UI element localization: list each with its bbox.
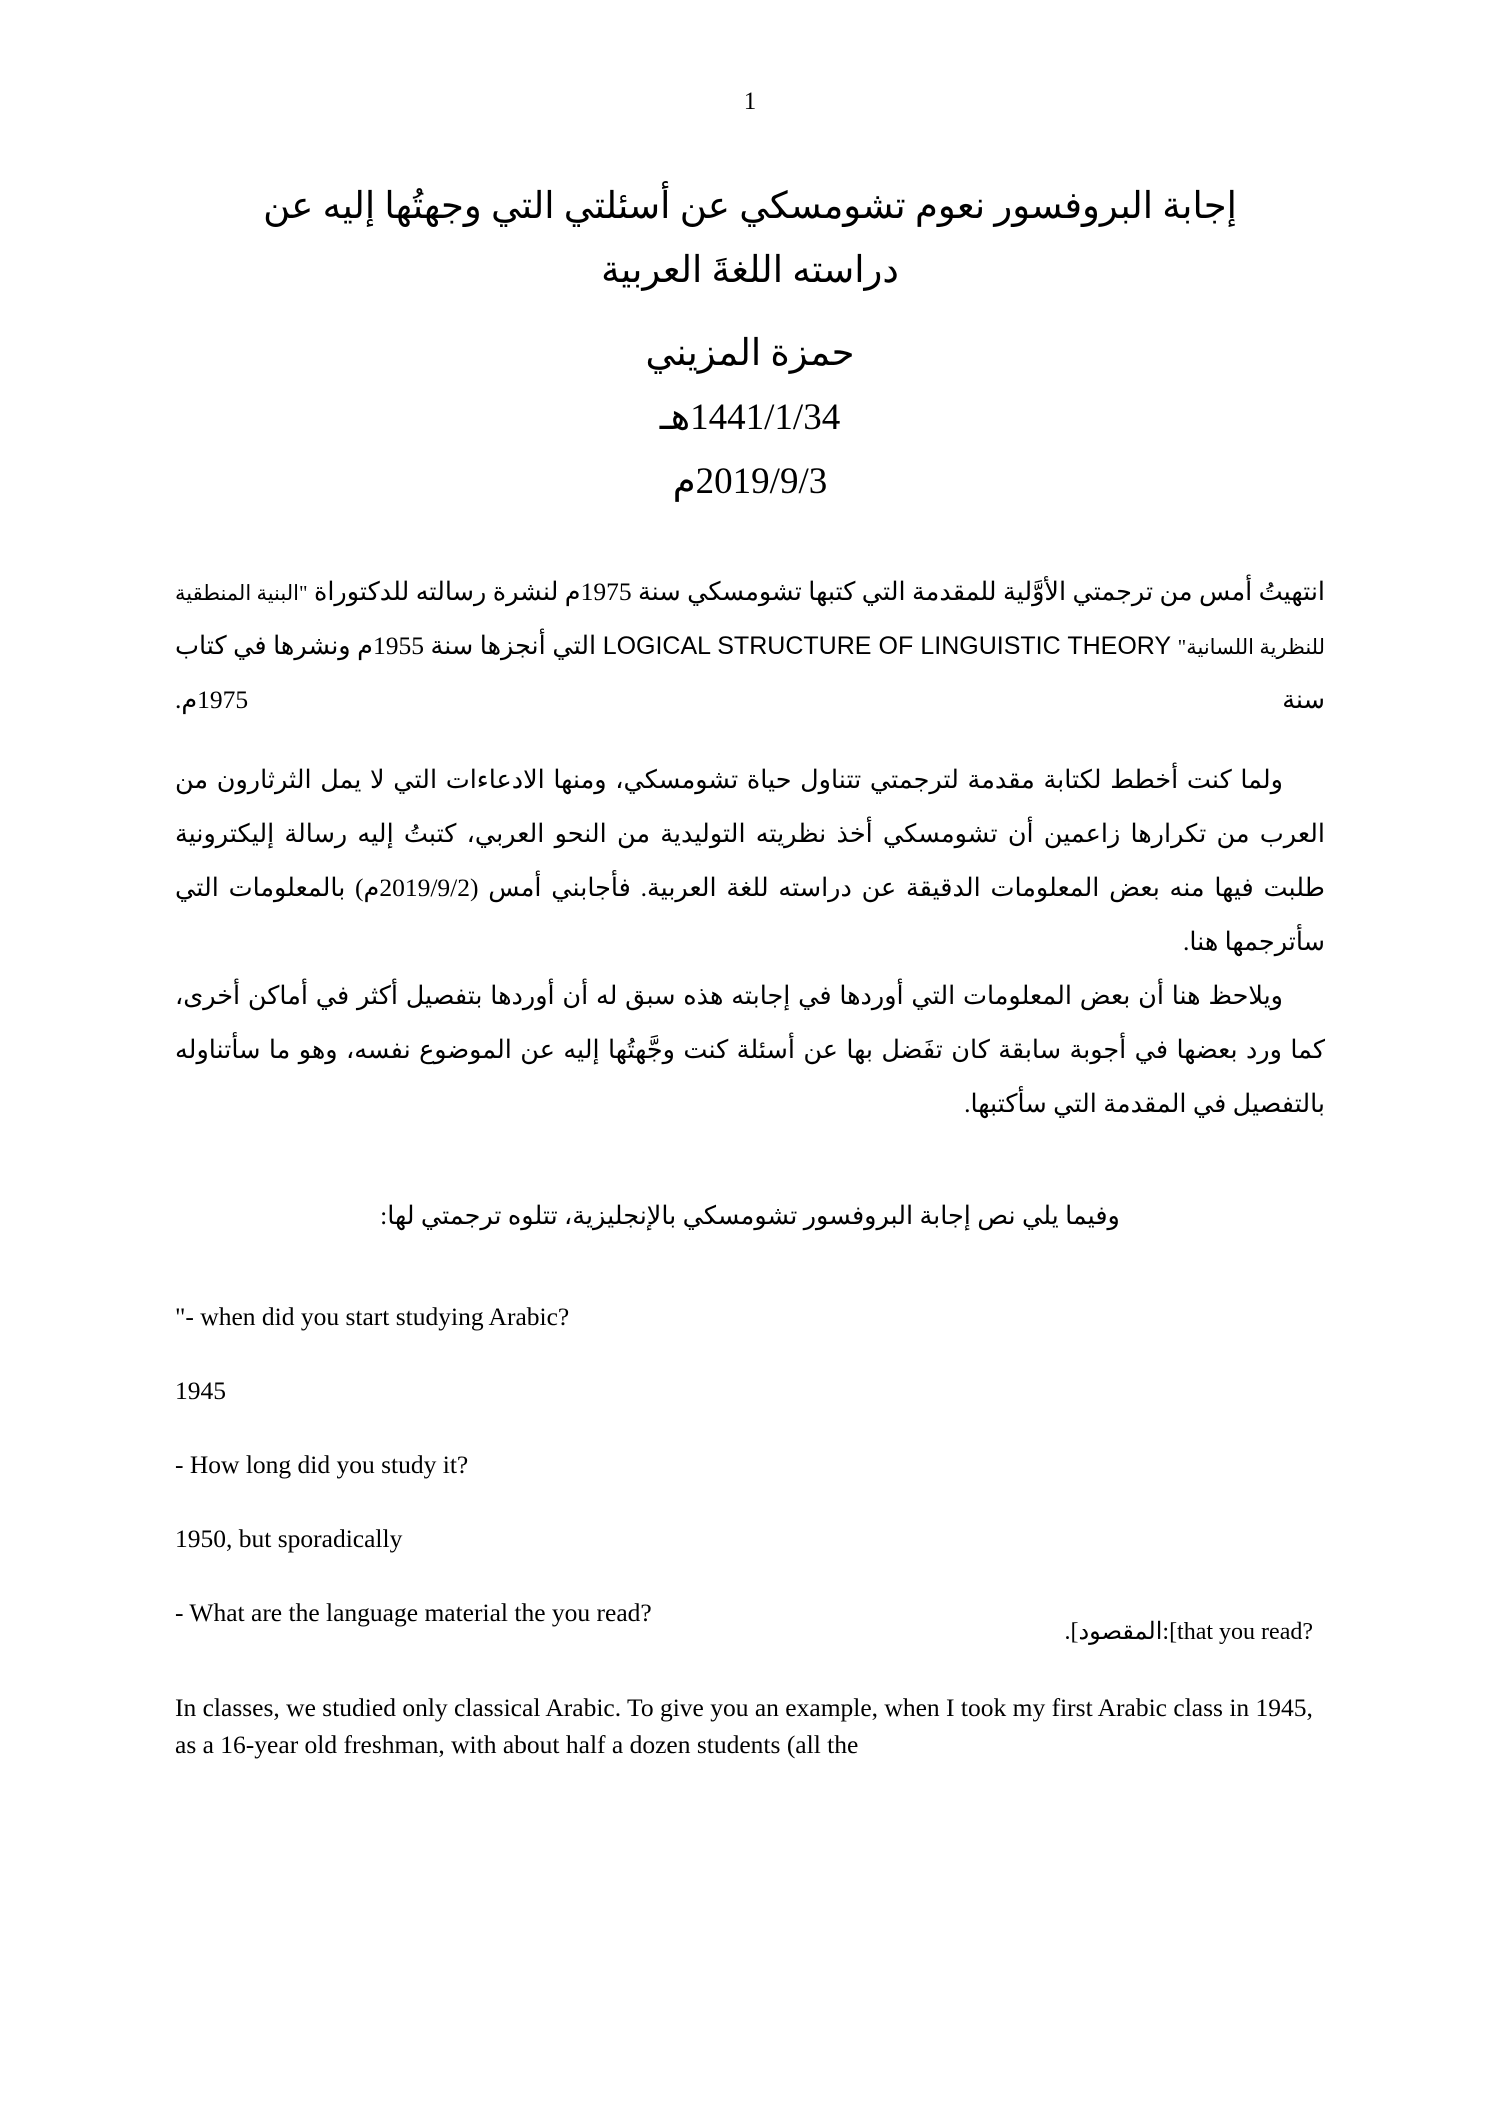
document-title-line-2: دراسته اللغةَ العربية [601, 249, 899, 291]
document-author: حمزة المزيني [645, 333, 855, 375]
paragraph-1-english-title: LOGICAL STRUCTURE OF LINGUISTIC THEORY [602, 632, 1172, 661]
paragraph-3: ويلاحظ هنا أن بعض المعلومات التي أوردها في إجابته هذه سبق له أن أوردها بتفصيل أكثر في أماكن أخرى، كما ورد بعضها في أجوبة سابقة كان تفَضل بها عن أسئلة كنت وجَّهتُها إليه عن الموضوع نفسه، وهو ما سأتناوله بالتفصيل في المقدمة التي سأكتبها. [175, 980, 1325, 1119]
document-content [175, 175, 1325, 1790]
paragraph-1-quoted-title-ar: "البنية المنطقية للنظرية اللسانية" [175, 581, 1326, 660]
paragraph-1 [175, 565, 1325, 727]
date-hijri: 1441/1/34هـ [659, 396, 841, 438]
paragraph-1-part-3: أنجزها سنة 1955م ونشرها في كتاب سنة 1975م. [175, 631, 1325, 715]
qa-block [175, 1299, 1325, 1632]
qa-line: 1945 [175, 1375, 226, 1405]
body-section [175, 565, 1325, 1764]
document-title-line-1: إجابة البروفسور نعوم تشومسكي عن أسئلتي التي وجهتُها إليه عن [263, 186, 1237, 227]
paragraph-1-part-2-tail: التي [552, 631, 597, 661]
date-gregorian: 2019/9/3م [672, 460, 828, 502]
paragraph-4-intro-note: وفيما يلي نص إجابة البروفسور تشومسكي بالإنجليزية، تتلوه ترجمتي لها: [380, 1201, 1120, 1231]
qa-line: 1950, but sporadically [175, 1523, 403, 1553]
paragraph-2: ولما كنت أخطط لكتابة مقدمة لترجمتي تتناول حياة تشومسكي، ومنها الادعاءات التي لا يمل الثرثارون من العرب من تكرارها زاعمين أن تشومسكي أخذ نظريته التوليدية من النحو العربي، كتبتُ إليه رسالة إليكترونية طلبت فيها منه بعض المعلومات الدقيقة عن دراسته للغة العربية. فأجابني أمس (2019/9/2م) بالمعلومات التي سأترجمها هنا. [175, 764, 1325, 956]
paragraph-1-part-1: انتهيتُ أمس من ترجمتي الأوَّلية للمقدمة التي كتبها تشومسكي سنة 1975م لنشرة رسالته للدكتوراة [313, 577, 1326, 607]
translator-bracket-note-ltr: [that you read? [1169, 1619, 1313, 1646]
page-number: 1 [743, 88, 757, 115]
qa-line: "- when did you start studying Arabic? [175, 1301, 570, 1331]
translator-bracket-note-ar: :المقصود]. [1064, 1619, 1170, 1646]
title-block [175, 175, 1325, 513]
qa-line: - How long did you study it? [175, 1449, 469, 1479]
final-paragraph: In classes, we studied only classical Arabic. To give you an example, when I took my first Arabic class in 1945, as a 16-year old freshman, with about half a dozen students (all the [175, 1693, 1313, 1760]
qa-line: - What are the language material the you read? [175, 1597, 652, 1627]
